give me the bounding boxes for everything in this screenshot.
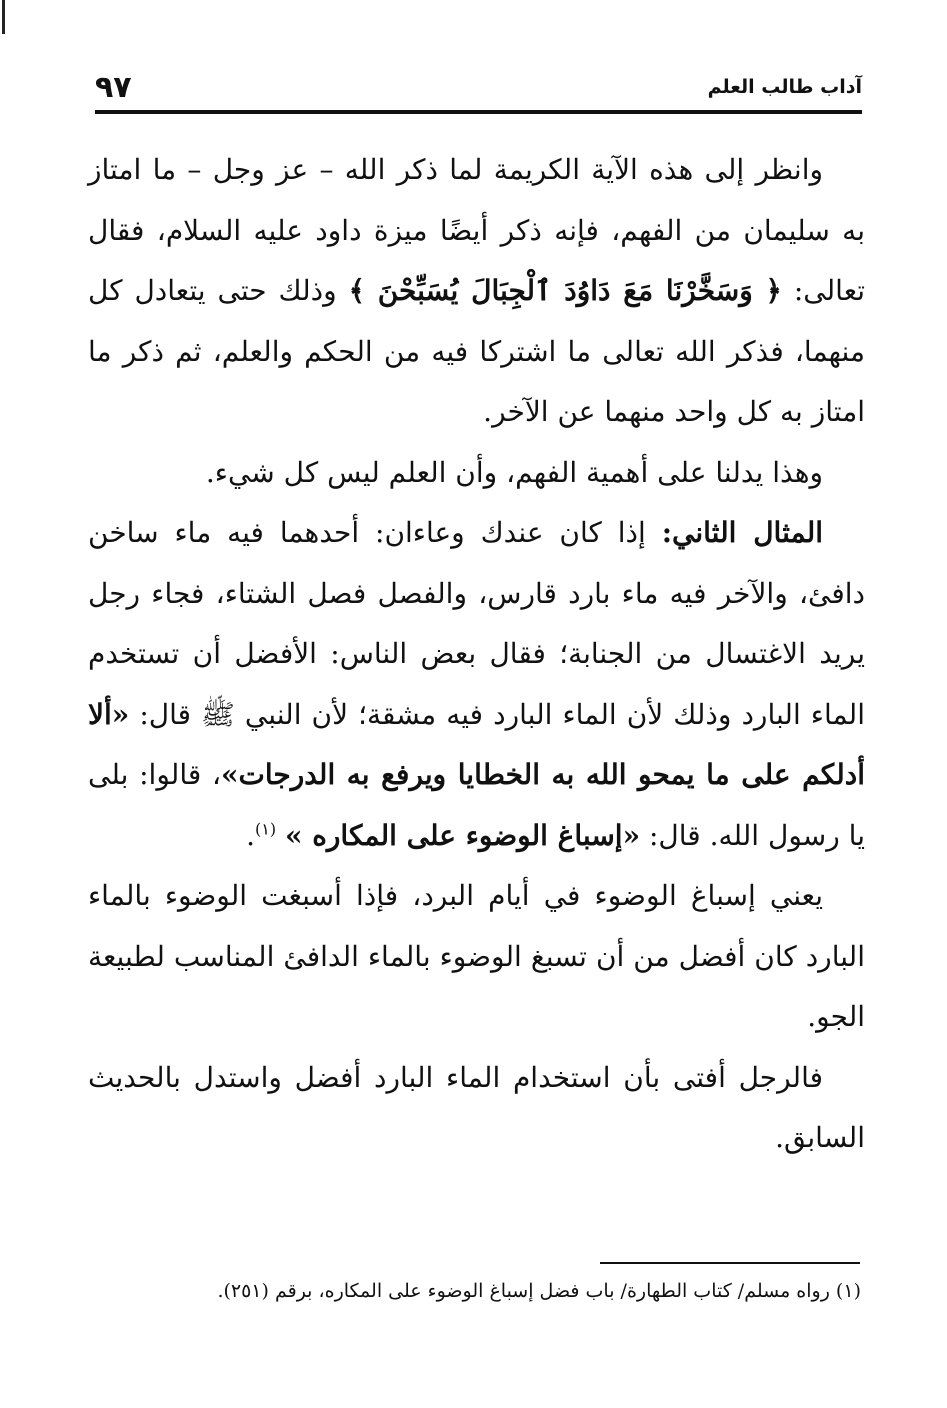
hadith-quote-2: «إسباغ الوضوء على المكاره » [284, 818, 641, 852]
body-text [88, 140, 865, 1169]
paragraph-4-text: يعني إسباغ الوضوء في أيام البرد، فإذا أسبغت الوضوء بالماء البارد كان أفضل من أن تسبغ الوضوء بالماء الدافئ المناسب لطبيعة الجو. [88, 879, 865, 1033]
footnote: (١) رواه مسلم/ كتاب الطهارة/ باب فضل إسباغ الوضوء على المكاره، برقم (٢٥١). [217, 1280, 861, 1302]
header-rule [95, 110, 862, 114]
paragraph-1 [88, 140, 865, 443]
page-number: ٩٧ [95, 70, 132, 105]
hadith-quote: «ألا أدلكم على ما يمحو الله به الخطايا ويرفع به الدرجات» [88, 697, 865, 791]
example-label: المثال الثاني: [661, 516, 824, 549]
footnote-rule [600, 1262, 860, 1264]
paragraph-3-end: . [246, 818, 255, 852]
paragraph-2 [88, 443, 865, 504]
paragraph-2-text: وهذا يدلنا على أهمية الفهم، وأن العلم ليس كل شيء. [205, 455, 823, 489]
paragraph-1-text: وانظر إلى هذه الآية الكريمة لما ذكر الله – عز وجل – ما امتاز به سليمان من الفهم، فإنه ذكر أيضًا ميزة داود عليه السلام، فقال تعالى: [88, 153, 866, 307]
page-header [95, 68, 862, 114]
paragraph-3-mid: ، قالوا: بلى يا رسول الله. قال: [88, 758, 865, 852]
running-title: آداب طالب العلم [707, 76, 862, 98]
paragraph-3 [88, 503, 865, 866]
paragraph-1-end: وذلك حتى يتعادل كل منهما، فذكر الله تعالى ما اشتركا فيه من الحكم والعلم، ثم ذكر ما امتاز به كل واحد منهما عن الآخر. [88, 274, 865, 428]
paragraph-5 [88, 1048, 865, 1169]
paragraph-4 [88, 866, 865, 1048]
paragraph-5-text: فالرجل أفتى بأن استخدام الماء البارد أفضل واستدل بالحديث السابق. [88, 1060, 865, 1154]
quran-verse: ﴿ وَسَخَّرْنَا مَعَ دَاوُدَ ٱلْجِبَالَ يُسَبِّحْنَ ﴾ [348, 274, 782, 307]
scan-edge-mark [2, 0, 5, 34]
footnote-reference: (١) [254, 819, 277, 839]
paragraph-3-text: إذا كان عندك وعاءان: أحدهما فيه ماء ساخن دافئ، والآخر فيه ماء بارد قارس، والفصل فصل الشتاء، فجاء رجل يريد الاغتسال من الجنابة؛ فقال بعض الناس: الأفضل أن تستخدم الماء البارد وذلك لأن الماء البارد فيه مشقة؛ لأن النبي ﷺ قال: [88, 516, 865, 731]
